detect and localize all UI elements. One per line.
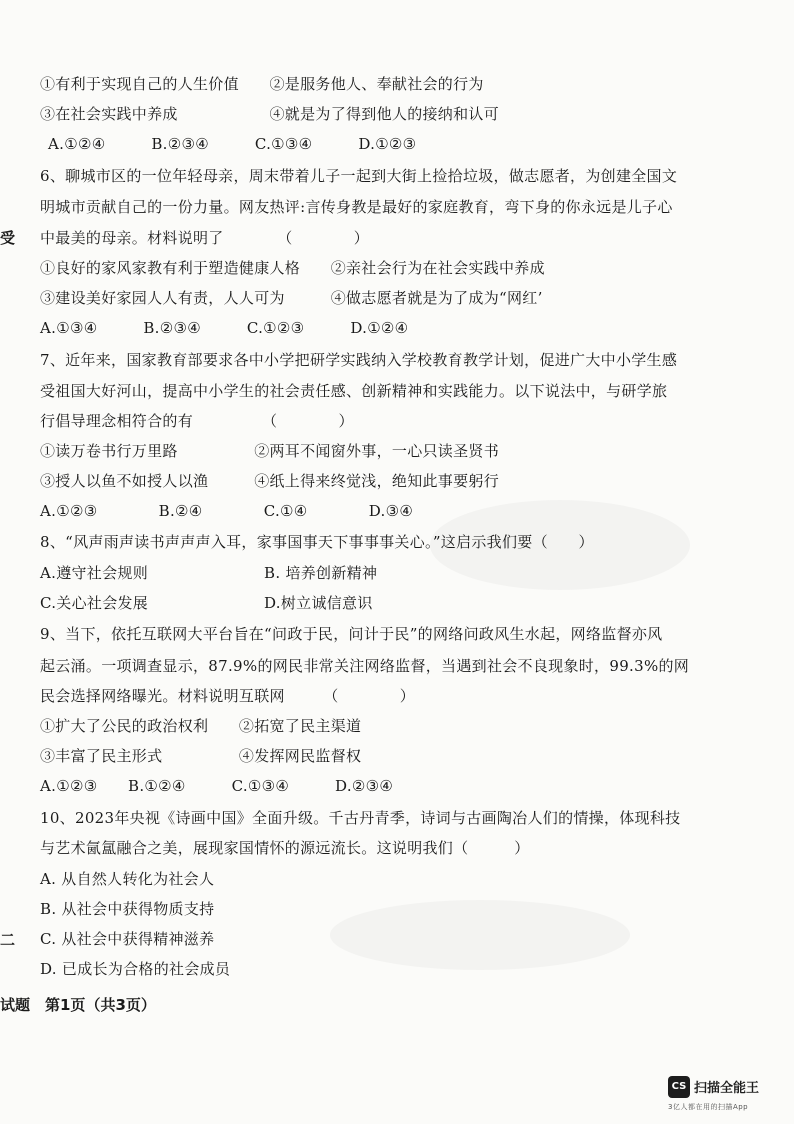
q6-option-line: ③建设美好家园人人有责，人人可为 ④做志愿者就是为了成为“网红’: [40, 289, 543, 307]
q7-stem: 行倡导理念相符合的有 （ ）: [40, 412, 354, 430]
q9-stem: 9、当下，依托互联网大平台旨在“问政于民，问计于民”的网络问政风生水起，网络监督亦风: [40, 625, 663, 643]
q7-answer-choices: A.①②③ B.②④ C.①④ D.③④: [40, 502, 414, 520]
q8-option-c: C.关心社会发展: [40, 594, 149, 612]
q9-stem: 起云涌。一项调查显示，87.9%的网民非常关注网络监督，当遇到社会不良现象时，99.3%的网: [40, 657, 690, 675]
watermark-subtitle: 3亿人都在用的扫描App: [668, 1103, 749, 1111]
q10-option-a: A. 从自然人转化为社会人: [40, 870, 215, 888]
margin-mark: 二: [0, 931, 16, 949]
watermark-title: 扫描全能王: [694, 1081, 760, 1096]
q9-option-line: ③丰富了民主形式 ④发挥网民监督权: [40, 747, 362, 765]
q8-option-a: A.遵守社会规则: [40, 564, 149, 582]
q10-option-d: D. 已成长为合格的社会成员: [40, 960, 231, 978]
q6-stem: 6、聊城市区的一位年轻母亲，周末带着儿子一起到大街上捡拾垃圾，做志愿者，为创建全国文: [40, 167, 678, 185]
q5-option-line: ③在社会实践中养成 ④就是为了得到他人的接纳和认可: [40, 105, 500, 123]
q7-stem: 受祖国大好河山，提高中小学生的社会责任感、创新精神和实践能力。以下说法中，与研学旅: [40, 382, 668, 400]
q6-stem: 明城市贡献自己的一份力量。网友热评:言传身教是最好的家庭教育，弯下身的你永远是儿子心: [40, 198, 673, 216]
q6-stem: 中最美的母亲。材料说明了 （ ）: [40, 229, 370, 247]
q10-option-c: C. 从社会中获得精神滋养: [40, 930, 215, 948]
q6-answer-choices: A.①③④ B.②③④ C.①②③ D.①②④: [40, 319, 409, 337]
q10-option-b: B. 从社会中获得物质支持: [40, 900, 215, 918]
q8-option-d: D.树立诚信意识: [264, 594, 373, 612]
scanner-watermark: [668, 1074, 780, 1114]
q9-answer-choices: A.①②③ B.①②④ C.①③④ D.②③④: [40, 777, 394, 795]
q5-answer-choices: A.①②④ B.②③④ C.①③④ D.①②③: [48, 135, 417, 153]
q10-stem: 10、2023年央视《诗画中国》全面升级。千古丹青季，诗词与古画陶冶人们的情操，体现科技: [40, 809, 681, 827]
q10-stem: 与艺术氤氲融合之美，展现家国情怀的源远流长。这说明我们（ ）: [40, 839, 530, 857]
q7-stem: 7、近年来，国家教育部要求各中小学把研学实践纳入学校教育教学计划，促进广大中小学生感: [40, 351, 678, 369]
q9-stem: 民会选择网络曝光。材料说明互联网 （ ）: [40, 687, 416, 705]
q5-option-line: ①有利于实现自己的人生价值 ②是服务他人、奉献社会的行为: [40, 75, 484, 93]
page-footer: 试题 第1页（共3页）: [0, 996, 156, 1014]
margin-mark: 受: [0, 229, 16, 247]
q8-stem: 8、“风声雨声读书声声声入耳，家事国事天下事事事关心。”这启示我们要（ ）: [40, 533, 594, 551]
scan-smudge: [330, 900, 630, 970]
q6-option-line: ①良好的家风家教有利于塑造健康人格 ②亲社会行为在社会实践中养成: [40, 259, 545, 277]
q7-option-line: ③授人以鱼不如授人以渔 ④纸上得来终觉浅，绝知此事要躬行: [40, 472, 500, 490]
q7-option-line: ①读万卷书行万里路 ②两耳不闻窗外事，一心只读圣贤书: [40, 442, 500, 460]
q9-option-line: ①扩大了公民的政治权利 ②拓宽了民主渠道: [40, 717, 362, 735]
camscanner-logo-icon: CS: [668, 1076, 690, 1098]
q8-option-b: B. 培养创新精神: [264, 564, 378, 582]
